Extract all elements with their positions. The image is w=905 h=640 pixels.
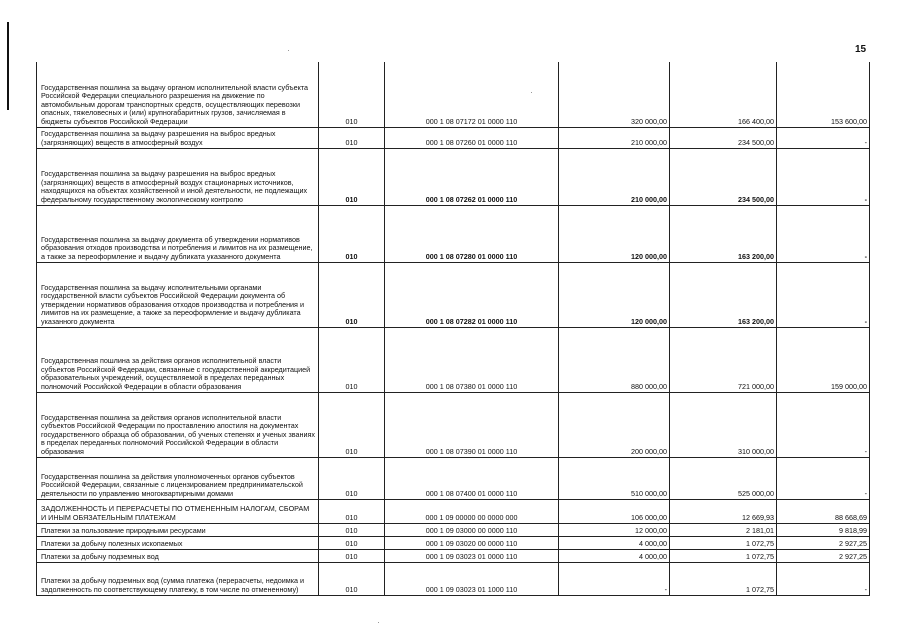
row-prev: 2 927,25 bbox=[777, 549, 870, 562]
row-plan: 880 000,00 bbox=[559, 327, 670, 392]
row-name: Государственная пошлина за выдачу разрешения на выброс вредных (загрязняющих) веществ в атмосферный воздух bbox=[37, 127, 319, 148]
revenue-table bbox=[36, 62, 870, 596]
table-row bbox=[37, 499, 870, 523]
row-code: 010 bbox=[319, 127, 385, 148]
row-fact: 234 500,00 bbox=[670, 148, 777, 205]
row-kbk: 000 1 08 07262 01 0000 110 bbox=[385, 148, 559, 205]
row-fact: 1 072,75 bbox=[670, 562, 777, 595]
row-code: 010 bbox=[319, 457, 385, 499]
table-row bbox=[37, 62, 870, 127]
row-code: 010 bbox=[319, 62, 385, 127]
row-fact: 2 181,01 bbox=[670, 523, 777, 536]
table-row bbox=[37, 262, 870, 327]
row-kbk: 000 1 09 03023 01 1000 110 bbox=[385, 562, 559, 595]
row-fact: 525 000,00 bbox=[670, 457, 777, 499]
row-code: 010 bbox=[319, 523, 385, 536]
row-plan: 4 000,00 bbox=[559, 549, 670, 562]
row-kbk: 000 1 08 07172 01 0000 110 bbox=[385, 62, 559, 127]
row-kbk: 000 1 08 07400 01 0000 110 bbox=[385, 457, 559, 499]
row-kbk: 000 1 09 00000 00 0000 000 bbox=[385, 499, 559, 523]
row-kbk: 000 1 08 07260 01 0000 110 bbox=[385, 127, 559, 148]
table-row bbox=[37, 392, 870, 457]
row-code: 010 bbox=[319, 562, 385, 595]
row-plan: 510 000,00 bbox=[559, 457, 670, 499]
row-fact: 310 000,00 bbox=[670, 392, 777, 457]
row-prev: - bbox=[777, 392, 870, 457]
row-plan: 200 000,00 bbox=[559, 392, 670, 457]
row-name: Платежи за пользование природными ресурсами bbox=[37, 523, 319, 536]
row-kbk: 000 1 09 03023 01 0000 110 bbox=[385, 549, 559, 562]
row-name: Государственная пошлина за выдачу документа об утверждении нормативов образования отходов производства и потребления и лимитов на их размещение, а также за переоформление и выдачу дубликата указанного документа bbox=[37, 205, 319, 262]
row-code: 010 bbox=[319, 205, 385, 262]
row-fact: 166 400,00 bbox=[670, 62, 777, 127]
table-row bbox=[37, 457, 870, 499]
row-code: 010 bbox=[319, 392, 385, 457]
row-prev: 9 818,99 bbox=[777, 523, 870, 536]
row-prev: - bbox=[777, 205, 870, 262]
scan-speck bbox=[288, 50, 289, 51]
scan-edge-mark bbox=[7, 22, 9, 110]
row-prev: 159 000,00 bbox=[777, 327, 870, 392]
row-plan: 120 000,00 bbox=[559, 205, 670, 262]
table-row bbox=[37, 536, 870, 549]
row-name: Государственная пошлина за действия уполномоченных органов субъектов Российской Федерации, связанные с лицензированием предпринимательской деятельности по управлению многоквартирными домами bbox=[37, 457, 319, 499]
row-name: Государственная пошлина за выдачу органом исполнительной власти субъекта Российской Федерации специального разрешения на движение по автомобильным дорогам транспортных средств, осуществляющих перевозки опасных, тяжеловесных и (или) крупногабаритных грузов, зачисляемая в бюджеты субъектов Российской Федерации bbox=[37, 62, 319, 127]
row-fact: 163 200,00 bbox=[670, 205, 777, 262]
row-code: 010 bbox=[319, 262, 385, 327]
row-kbk: 000 1 08 07280 01 0000 110 bbox=[385, 205, 559, 262]
row-code: 010 bbox=[319, 536, 385, 549]
row-fact: 234 500,00 bbox=[670, 127, 777, 148]
scan-speck bbox=[378, 622, 379, 623]
row-fact: 721 000,00 bbox=[670, 327, 777, 392]
table-row bbox=[37, 562, 870, 595]
row-prev: 88 668,69 bbox=[777, 499, 870, 523]
row-name: Государственная пошлина за действия органов исполнительной власти субъектов Российской Федерации по проставлению апостиля на документах государственного образца об образовании, об ученых степенях и ученых званиях в пределах переданных полномочий Российской Федерации в области образования bbox=[37, 392, 319, 457]
row-plan: - bbox=[559, 562, 670, 595]
row-name: Платежи за добычу полезных ископаемых bbox=[37, 536, 319, 549]
row-prev: - bbox=[777, 457, 870, 499]
row-name: Государственная пошлина за действия органов исполнительной власти субъектов Российской Федерации, связанные с государственной аккредитацией образовательных учреждений, осуществляемой в пределах переданных полномочий Российской Федерации в области образования bbox=[37, 327, 319, 392]
page-number: 15 bbox=[855, 44, 867, 55]
row-kbk: 000 1 08 07390 01 0000 110 bbox=[385, 392, 559, 457]
row-code: 010 bbox=[319, 327, 385, 392]
row-fact: 163 200,00 bbox=[670, 262, 777, 327]
row-plan: 12 000,00 bbox=[559, 523, 670, 536]
row-name: Государственная пошлина за выдачу разрешения на выброс вредных (загрязняющих) веществ в атмосферный воздух стационарных источников, находящихся на объектах хозяйственной и иной деятельности, не подлежащих федеральному государственному экологическому контролю bbox=[37, 148, 319, 205]
row-plan: 320 000,00 bbox=[559, 62, 670, 127]
row-prev: 153 600,00 bbox=[777, 62, 870, 127]
row-prev: - bbox=[777, 262, 870, 327]
row-kbk: 000 1 09 03020 00 0000 110 bbox=[385, 536, 559, 549]
row-prev: - bbox=[777, 148, 870, 205]
row-kbk: 000 1 08 07380 01 0000 110 bbox=[385, 327, 559, 392]
table-row bbox=[37, 205, 870, 262]
row-name: ЗАДОЛЖЕННОСТЬ И ПЕРЕРАСЧЕТЫ ПО ОТМЕНЕННЫМ НАЛОГАМ, СБОРАМ И ИНЫМ ОБЯЗАТЕЛЬНЫМ ПЛАТЕЖАМ bbox=[37, 499, 319, 523]
row-code: 010 bbox=[319, 148, 385, 205]
row-fact: 1 072,75 bbox=[670, 549, 777, 562]
row-plan: 106 000,00 bbox=[559, 499, 670, 523]
table-row bbox=[37, 148, 870, 205]
row-fact: 12 669,93 bbox=[670, 499, 777, 523]
row-plan: 210 000,00 bbox=[559, 127, 670, 148]
table-row bbox=[37, 549, 870, 562]
row-name: Государственная пошлина за выдачу исполнительными органами государственной власти субъектов Российской Федерации документа об утверждении нормативов образования отходов производства и потребления и лимитов на их размещение, а также за переоформление и выдачу дубликата указанного документа bbox=[37, 262, 319, 327]
row-kbk: 000 1 09 03000 00 0000 110 bbox=[385, 523, 559, 536]
row-plan: 4 000,00 bbox=[559, 536, 670, 549]
table-row bbox=[37, 327, 870, 392]
row-kbk: 000 1 08 07282 01 0000 110 bbox=[385, 262, 559, 327]
row-plan: 210 000,00 bbox=[559, 148, 670, 205]
row-name: Платежи за добычу подземных вод (сумма платежа (перерасчеты, недоимка и задолженность по соответствующему платежу, в том числе по отмененному) bbox=[37, 562, 319, 595]
row-prev: 2 927,25 bbox=[777, 536, 870, 549]
row-prev: - bbox=[777, 562, 870, 595]
row-fact: 1 072,75 bbox=[670, 536, 777, 549]
table-row bbox=[37, 127, 870, 148]
row-name: Платежи за добычу подземных вод bbox=[37, 549, 319, 562]
row-plan: 120 000,00 bbox=[559, 262, 670, 327]
row-code: 010 bbox=[319, 499, 385, 523]
row-prev: - bbox=[777, 127, 870, 148]
row-code: 010 bbox=[319, 549, 385, 562]
table-row bbox=[37, 523, 870, 536]
